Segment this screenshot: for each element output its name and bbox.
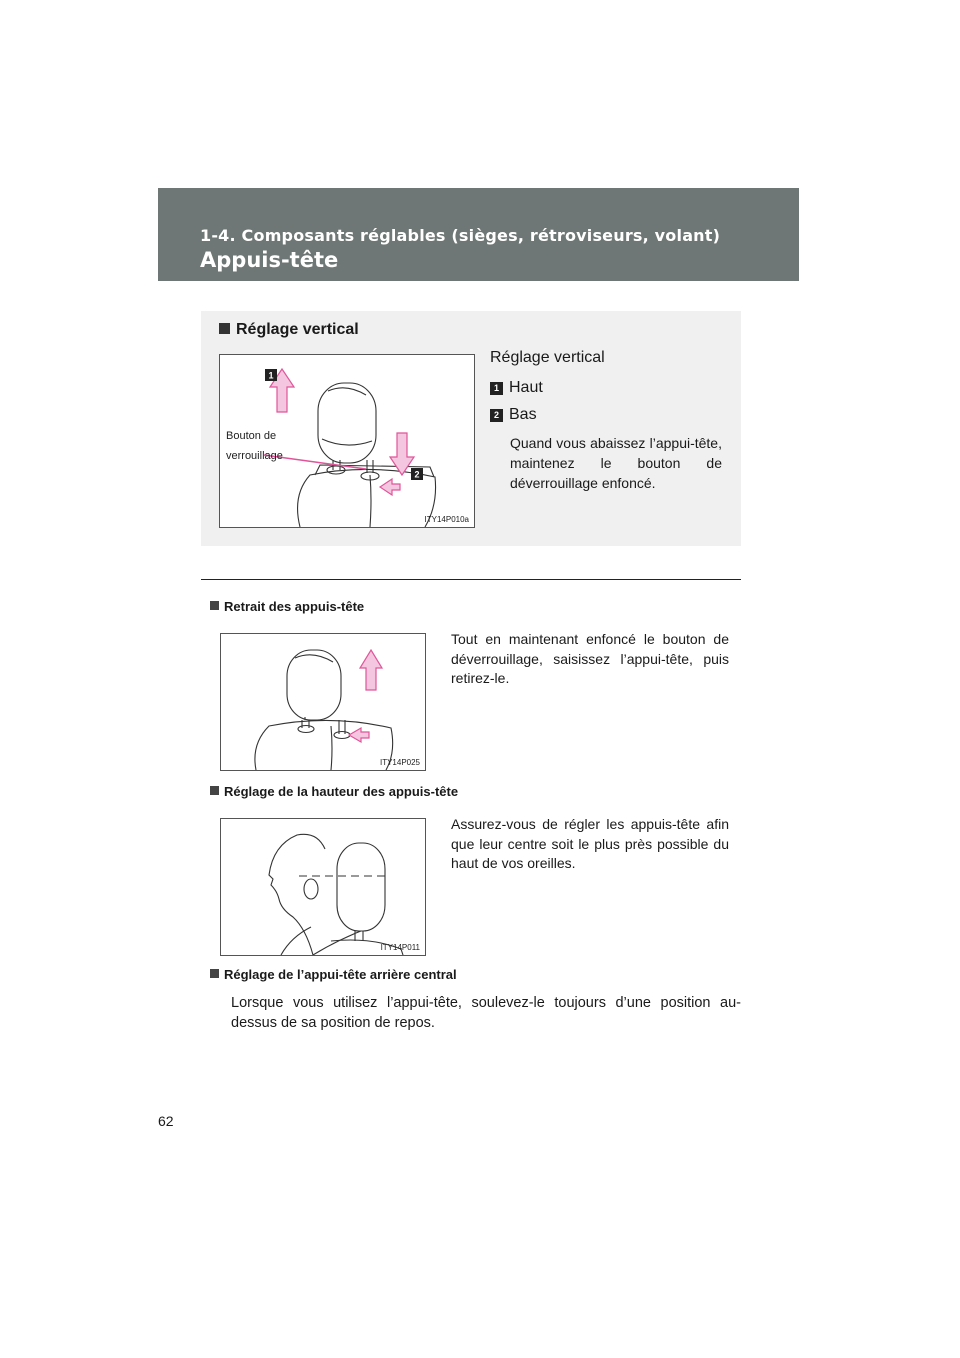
square-bullet-icon bbox=[210, 601, 219, 610]
release-note: Quand vous abaissez l’appui-tête, maintenez le bouton de déverrouillage enfoncé. bbox=[510, 435, 722, 491]
number-2-icon: 2 bbox=[490, 409, 503, 422]
step-up bbox=[490, 379, 722, 397]
square-bullet-icon bbox=[210, 969, 219, 978]
square-bullet-icon bbox=[219, 323, 230, 334]
svg-text:2: 2 bbox=[414, 469, 420, 480]
page-number: 62 bbox=[158, 1113, 174, 1129]
step-label: Bas bbox=[509, 406, 537, 423]
figure-label-line2: verrouillage bbox=[226, 450, 283, 462]
height-heading: Réglage de la hauteur des appuis-tête bbox=[210, 784, 458, 799]
chapter-header bbox=[158, 188, 799, 281]
page-heading: Appuis-tête bbox=[200, 248, 339, 272]
figure-label-line1: Bouton de bbox=[226, 430, 277, 442]
step-label: Haut bbox=[509, 379, 543, 396]
number-1-icon: 1 bbox=[490, 382, 503, 395]
figure-code: ITY14P011 bbox=[380, 943, 420, 952]
figure-code: ITY14P010a bbox=[424, 515, 469, 524]
square-bullet-icon bbox=[210, 786, 219, 795]
removal-heading: Retrait des appuis-tête bbox=[210, 599, 364, 614]
panel-title: Réglage vertical bbox=[219, 321, 359, 339]
head-height-illustration bbox=[221, 819, 425, 955]
panel-subtitle: Réglage vertical bbox=[490, 349, 605, 366]
rear-center-text: Lorsque vous utilisez l’appui-tête, soulevez-le toujours d’une position au-dessus de sa position de repos. bbox=[231, 995, 741, 1031]
svg-text:1: 1 bbox=[268, 370, 274, 381]
headrest-removal-illustration bbox=[221, 634, 425, 770]
removal-figure bbox=[220, 633, 426, 771]
divider bbox=[201, 579, 741, 580]
height-figure bbox=[220, 818, 426, 956]
height-text: Assurez-vous de régler les appuis-tête afin que leur centre soit le plus près possible du haut de vos oreilles. bbox=[451, 816, 729, 871]
step-down bbox=[490, 406, 722, 424]
panel-text bbox=[490, 349, 722, 493]
headrest-vertical-figure bbox=[219, 354, 475, 528]
rear-center-heading: Réglage de l’appui-tête arrière central bbox=[210, 967, 457, 982]
vertical-adjust-panel bbox=[201, 311, 741, 546]
headrest-illustration bbox=[220, 355, 474, 527]
section-title: 1-4. Composants réglables (sièges, rétroviseurs, volant) bbox=[200, 226, 721, 245]
removal-text: Tout en maintenant enfoncé le bouton de déverrouillage, saisissez l’appui-tête, puis retirez-le. bbox=[451, 631, 729, 686]
figure-code: ITY14P025 bbox=[379, 758, 420, 767]
